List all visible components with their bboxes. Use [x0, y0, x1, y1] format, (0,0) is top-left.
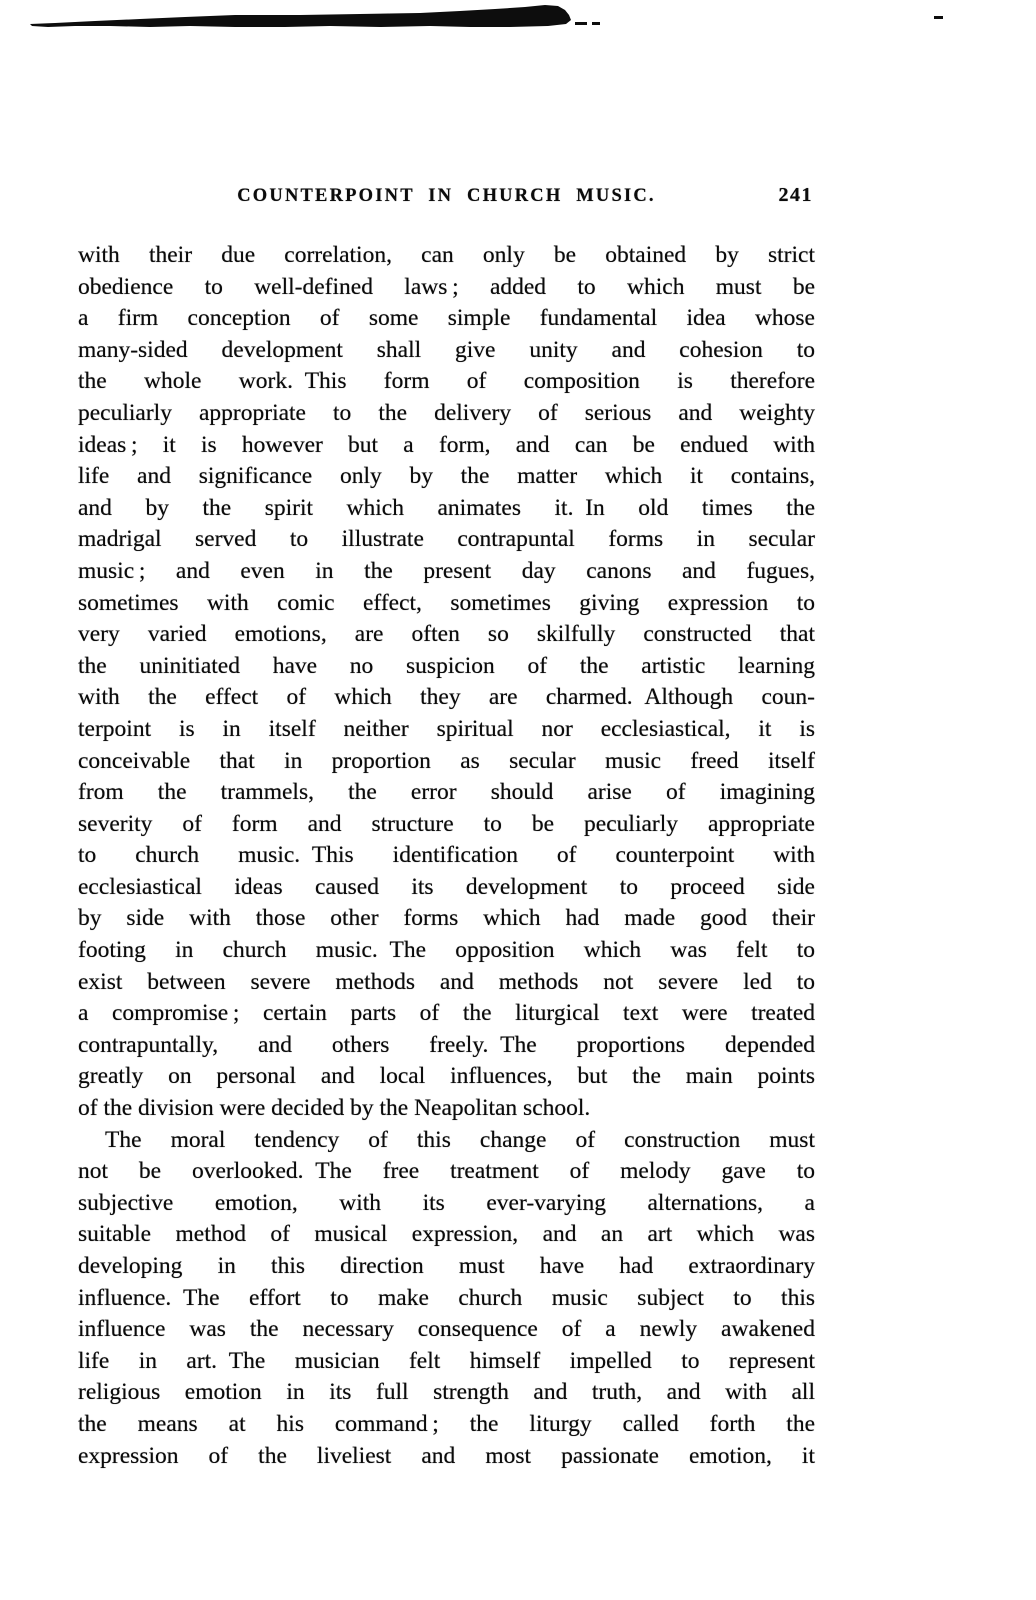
body-text — [78, 240, 815, 1472]
text-line: to church music. This identification of counterpoint with — [78, 842, 815, 869]
text-line: severity of form and structure to be peculiarly appropriate — [78, 810, 815, 837]
text-line: expression of the liveliest and most passionate emotion, it — [78, 1442, 815, 1469]
text-line: sometimes with comic effect, sometimes giving expression to — [78, 589, 815, 616]
text-line: The moral tendency of this change of construction must — [105, 1126, 815, 1153]
text-line: from the trammels, the error should arise of imagining — [78, 779, 815, 806]
text-line: ideas ; it is however but a form, and can be endued with — [78, 431, 815, 458]
text-line: life in art. The musician felt himself impelled to represent — [78, 1347, 815, 1374]
text-line: influence was the necessary consequence of a newly awakened — [78, 1316, 815, 1343]
text-line: ecclesiastical ideas caused its development to proceed side — [78, 873, 815, 900]
text-line: the uninitiated have no suspicion of the artistic learning — [78, 652, 815, 679]
running-title: COUNTERPOINT IN CHURCH MUSIC. — [237, 186, 656, 206]
text-line: not be overlooked. The free treatment of melody gave to — [78, 1158, 815, 1185]
text-line: life and significance only by the matter which it contains, — [78, 463, 815, 490]
text-line: a compromise ; certain parts of the liturgical text were treated — [78, 1000, 815, 1027]
text-line: a firm conception of some simple fundamental idea whose — [78, 305, 815, 332]
text-line: terpoint is in itself neither spiritual nor ecclesiastical, it is — [78, 715, 815, 742]
text-line: the whole work. This form of composition is therefore — [78, 368, 815, 395]
text-line: footing in church music. The opposition which was felt to — [78, 937, 815, 964]
text-line: greatly on personal and local influences, but the main points — [78, 1063, 815, 1090]
text-line: religious emotion in its full strength and truth, and with all — [78, 1379, 815, 1406]
text-line: obedience to well-defined laws ; added to which must be — [78, 273, 815, 300]
text-line: conceivable that in proportion as secular music freed itself — [78, 747, 815, 774]
scan-smudge-artifact — [0, 0, 1036, 48]
text-line: of the division were decided by the Neapolitan school. — [78, 1095, 591, 1122]
page-number: 241 — [778, 184, 813, 206]
text-line: the means at his command ; the liturgy called forth the — [78, 1410, 815, 1437]
text-line: by side with those other forms which had made good their — [78, 905, 815, 932]
text-line: with their due correlation, can only be obtained by strict — [78, 242, 815, 268]
text-line: with the effect of which they are charmed. Although coun- — [78, 684, 815, 711]
text-line: influence. The effort to make church music subject to this — [78, 1284, 815, 1311]
text-line: developing in this direction must have had extraordinary — [78, 1253, 815, 1279]
text-line: suitable method of musical expression, and an art which was — [78, 1221, 815, 1248]
page-header — [78, 186, 815, 216]
text-line: very varied emotions, are often so skilfully constructed that — [78, 621, 815, 648]
text-line: madrigal served to illustrate contrapuntal forms in secular — [78, 526, 815, 553]
text-line: and by the spirit which animates it. In old times the — [78, 494, 815, 521]
text-line: music ; and even in the present day canons and fugues, — [78, 557, 815, 584]
text-line: peculiarly appropriate to the delivery of serious and weighty — [78, 399, 815, 426]
text-line: contrapuntally, and others freely. The proportions depended — [78, 1031, 815, 1058]
text-line: exist between severe methods and methods not severe led to — [78, 968, 815, 995]
text-line: subjective emotion, with its ever-varying alternations, a — [78, 1189, 815, 1216]
text-line: many-sided development shall give unity and cohesion to — [78, 336, 815, 363]
